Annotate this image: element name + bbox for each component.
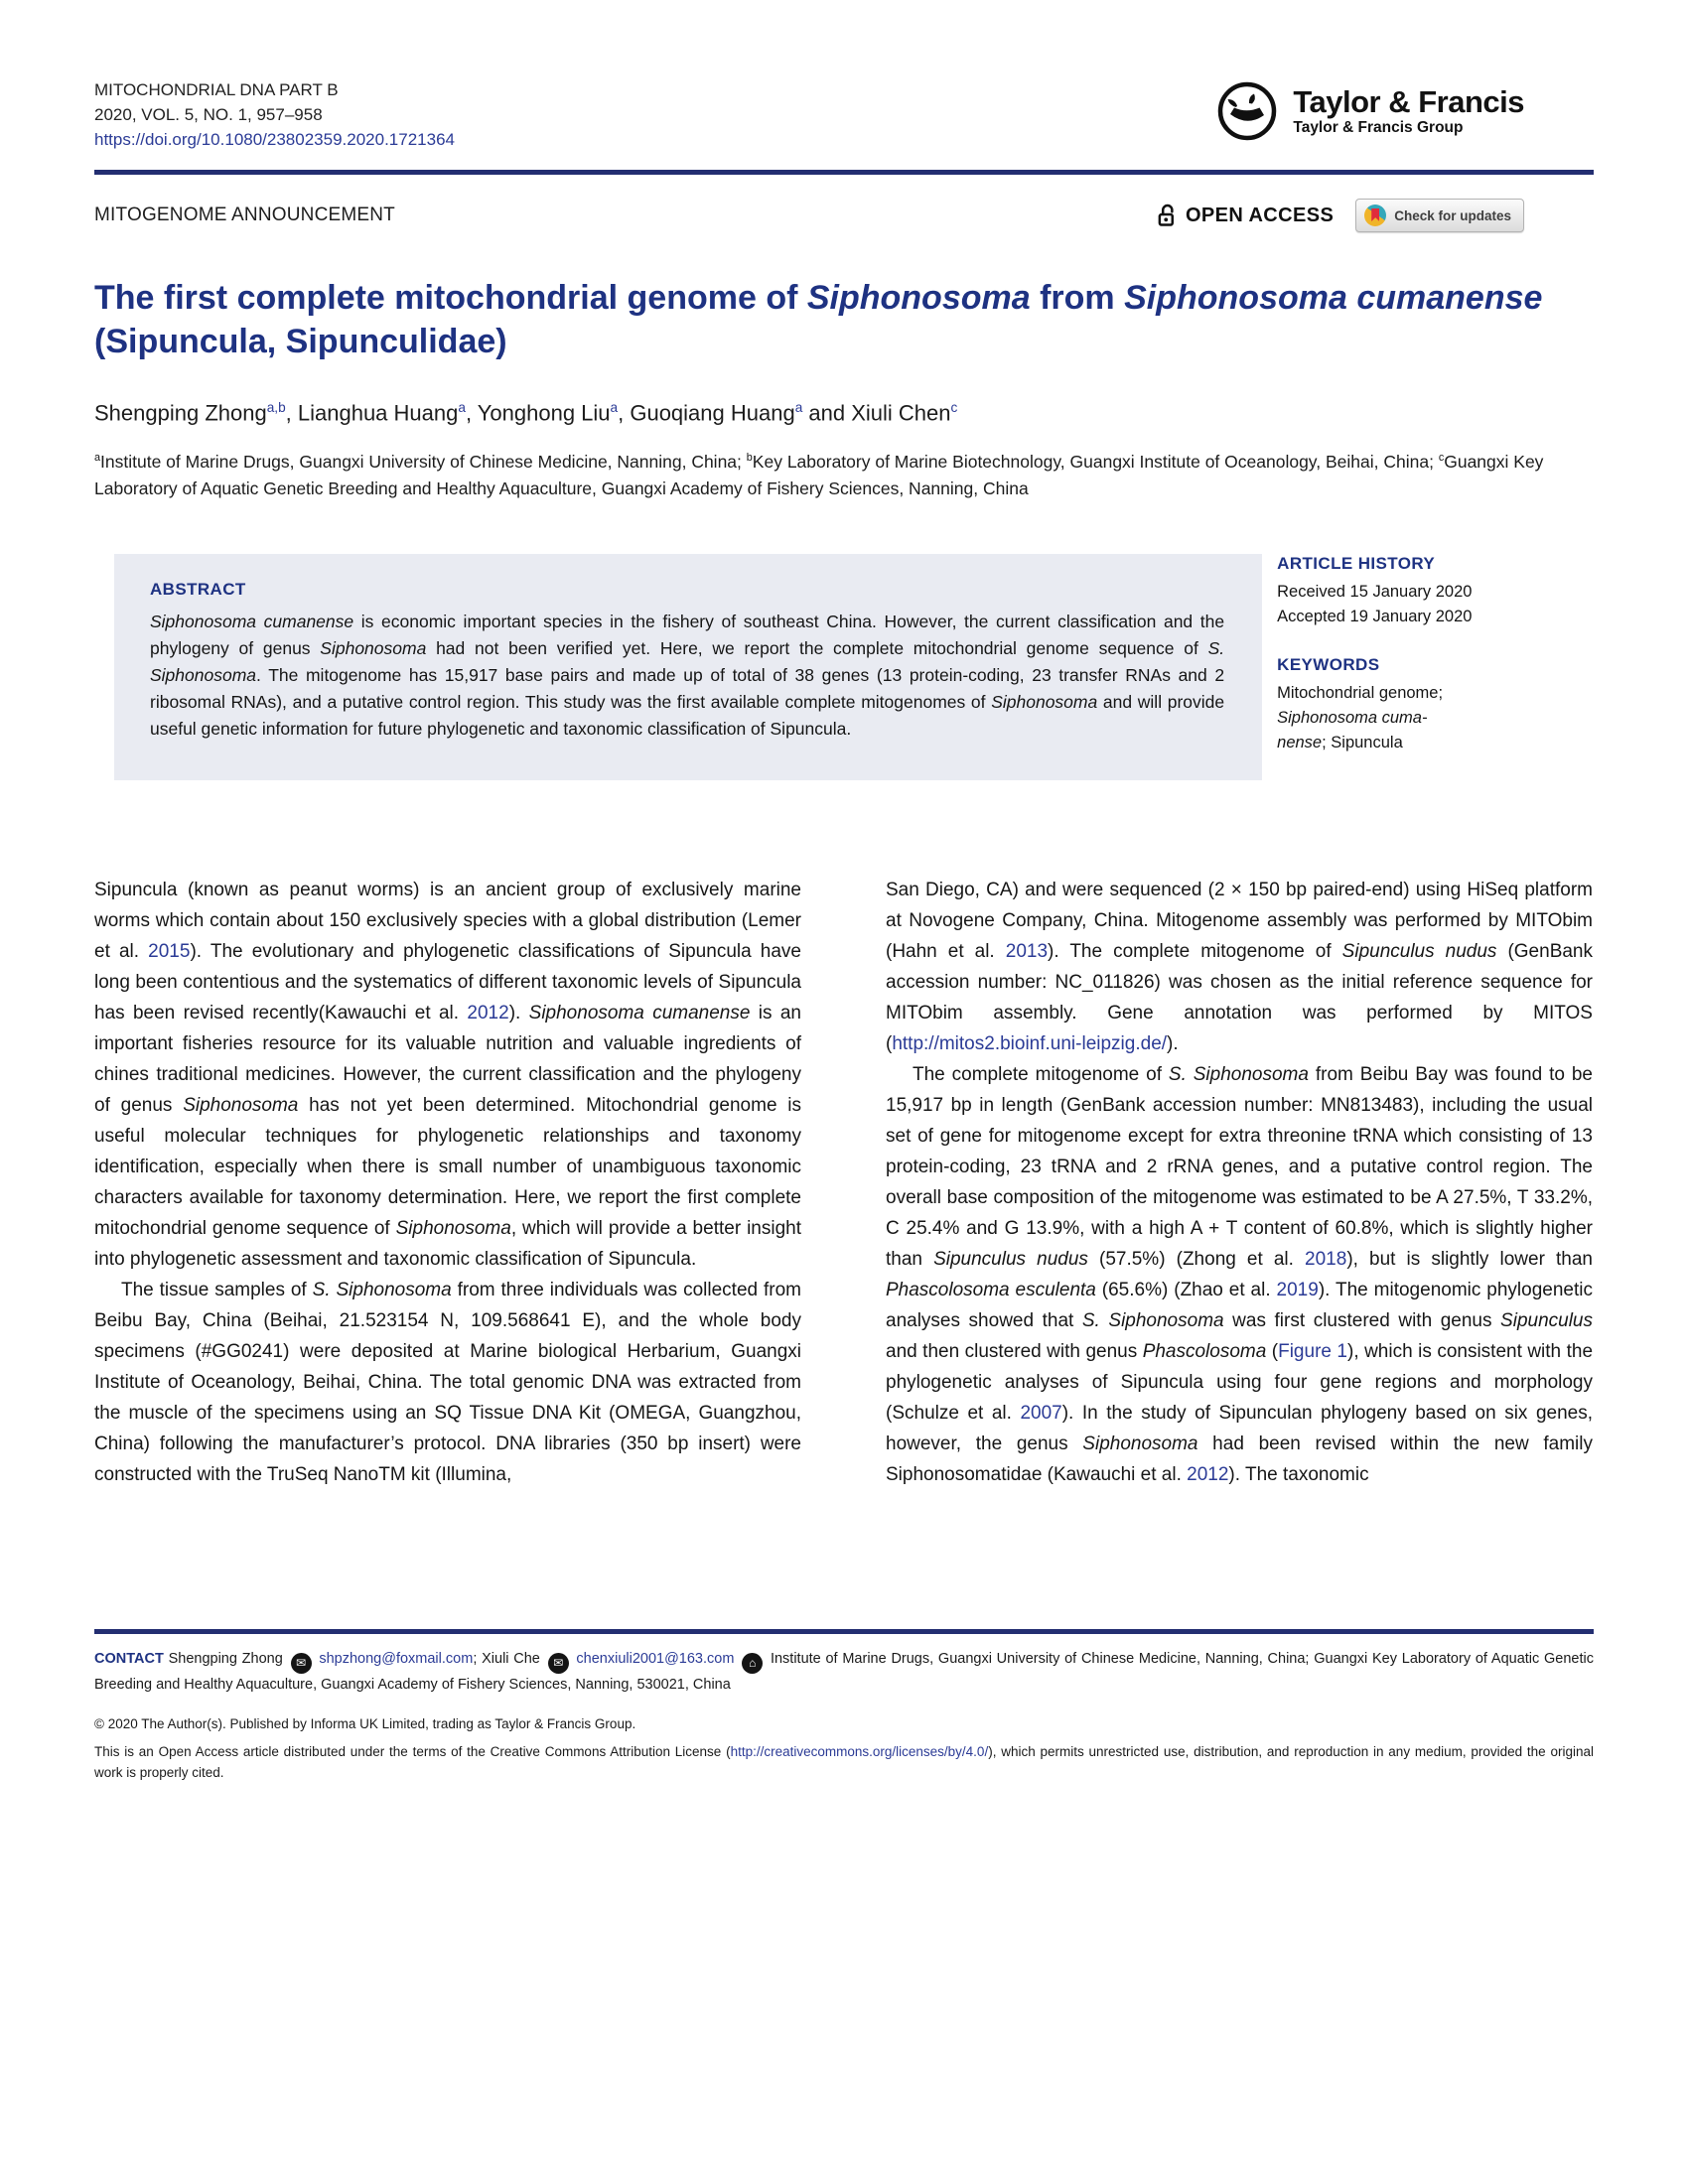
author-name: , Yonghong Liu bbox=[465, 400, 611, 426]
email-link[interactable]: chenxiuli2001@163.com bbox=[576, 1651, 735, 1668]
article-title bbox=[94, 276, 1544, 363]
text-run: Siphonosoma cumanense bbox=[528, 1003, 751, 1024]
text-run bbox=[734, 1651, 739, 1667]
text-run: (GenBank accession number: NC_011826) was chosen as the initial reference sequence for MITObim assembly. Gene annotation was performed by MITOS ( bbox=[886, 941, 1593, 1055]
inline-link[interactable]: 2018 bbox=[1305, 1249, 1347, 1271]
text-run: Sipunculus nudus bbox=[933, 1249, 1088, 1271]
text-run: ). The complete mitogenome of bbox=[1048, 941, 1342, 963]
building-icon: ⌂ bbox=[742, 1653, 763, 1674]
header bbox=[94, 77, 1594, 152]
publisher-group: Taylor & Francis Group bbox=[1293, 119, 1464, 136]
footer-rule bbox=[94, 1629, 1594, 1634]
text-run: Sipunculus bbox=[1500, 1310, 1593, 1332]
text-run: has not yet been determined. Mitochondrial genome is useful molecular techniques for phylogenetic relationships and taxonomy identification, especially when there is small number of unambiguous taxonomic characters available for taxonomy determination. Here, we report the first complete mitochondrial genome sequence of bbox=[94, 1095, 802, 1240]
volume-info: 2020, VOL. 5, NO. 1, 957–958 bbox=[94, 105, 323, 124]
text-run: Siphonosoma bbox=[991, 692, 1098, 713]
text-run: Siphonosoma cumanense bbox=[1124, 279, 1543, 317]
inline-link[interactable]: 2013 bbox=[1005, 941, 1049, 963]
author-name: Shengping Zhong bbox=[94, 400, 267, 426]
text-run: Shengping Zhong bbox=[163, 1651, 288, 1668]
text-run: This is an Open Access article distributed under the terms of the Creative Commons Attribution License ( bbox=[94, 1743, 731, 1759]
paragraph bbox=[886, 875, 1593, 1059]
text-run: S. Siphonosoma bbox=[150, 638, 1225, 686]
text-run: Mitochondrial genome; bbox=[1277, 684, 1444, 703]
text-run: The first complete mitochondrial genome of bbox=[94, 279, 807, 317]
check-for-updates-label: Check for updates bbox=[1394, 207, 1511, 223]
text-run: ), but is slightly lower than bbox=[1346, 1249, 1593, 1271]
abstract-box bbox=[114, 554, 1262, 780]
crossmark-icon bbox=[1364, 205, 1386, 226]
text-run: c bbox=[950, 400, 958, 415]
journal-info bbox=[94, 77, 455, 152]
author-name: and Xiuli Chen bbox=[802, 400, 951, 426]
license-line bbox=[94, 1741, 1594, 1783]
publisher-name: Taylor & Francis bbox=[1293, 84, 1524, 119]
text-run: Sipunculus nudus bbox=[1341, 941, 1497, 963]
text-run: from bbox=[1030, 279, 1125, 317]
open-access-group bbox=[1157, 199, 1524, 232]
text-run: and then clustered with genus bbox=[886, 1341, 1143, 1363]
author-name: , Guoqiang Huang bbox=[618, 400, 795, 426]
inline-link[interactable]: 2012 bbox=[467, 1003, 509, 1024]
text-run: is an important fisheries resource for its valuable nutrition and valuable ingredients of chines traditional medicines. However, the current classification and the phylogeny of genus bbox=[94, 1003, 801, 1117]
text-run: is economic important species in the fishery of southeast China. However, the current classification and the phylogeny of genus bbox=[150, 612, 1225, 659]
article-history-heading: ARTICLE HISTORY bbox=[1277, 554, 1436, 574]
keywords-list bbox=[1277, 681, 1476, 755]
text-run: S. Siphonosoma bbox=[1081, 1310, 1224, 1332]
text-run: ( bbox=[1266, 1341, 1279, 1363]
open-access-label: OPEN ACCESS bbox=[1185, 204, 1335, 226]
text-run: a bbox=[458, 400, 466, 415]
open-access-badge bbox=[1157, 203, 1334, 228]
text-run: ), which permits unrestricted use, distribution, and reproduction in any medium, provided the original work is properly cited. bbox=[94, 1743, 1594, 1780]
open-lock-icon bbox=[1157, 203, 1178, 228]
paragraph bbox=[94, 1275, 801, 1490]
body-column-left bbox=[94, 875, 801, 1490]
text-run: Institute of Marine Drugs, Guangxi University of Chinese Medicine, Nanning, China; Guangxi Key Laboratory of Aquatic Genetic Breeding and Healthy Aquaculture, Guangxi Academy of Fishery Sciences, Nanning, 530021, China bbox=[94, 1651, 1594, 1693]
email-link[interactable]: shpzhong@foxmail.com bbox=[319, 1651, 474, 1668]
text-run: ). The taxonomic bbox=[1228, 1464, 1369, 1486]
text-run: Siphonosoma bbox=[806, 279, 1031, 317]
text-run: Siphonosoma bbox=[183, 1095, 299, 1117]
text-run: San Diego, CA) and were sequenced (2 × 150 bp paired-end) using HiSeq platform at Novogene Company, China. Mitogenome assembly was performed by MITObim (Hahn et al. bbox=[886, 880, 1593, 963]
text-run: b bbox=[746, 452, 753, 465]
text-run: CONTACT bbox=[94, 1651, 164, 1668]
text-run: Siphonosoma bbox=[395, 1218, 511, 1240]
article-meta-sidebar bbox=[1277, 554, 1594, 755]
doi-link[interactable]: https://doi.org/10.1080/23802359.2020.1721364 bbox=[94, 130, 455, 149]
text-run: and will provide useful genetic information for future phylogenetic and taxonomic classification of Sipuncula. bbox=[150, 692, 1225, 740]
affiliations bbox=[94, 445, 1584, 502]
inline-link[interactable]: 2012 bbox=[1187, 1464, 1229, 1486]
text-run: c bbox=[1438, 452, 1445, 465]
inline-link[interactable]: 2015 bbox=[148, 941, 191, 963]
paragraph bbox=[94, 875, 801, 1275]
contact-line bbox=[94, 1648, 1594, 1696]
text-run: a bbox=[94, 452, 101, 465]
text-run: ; Xiuli Che bbox=[473, 1651, 545, 1668]
abstract-section bbox=[94, 554, 1594, 780]
text-run: (57.5%) (Zhong et al. bbox=[1087, 1249, 1306, 1271]
text-run: (65.6%) (Zhao et al. bbox=[1095, 1280, 1277, 1301]
abstract-heading: ABSTRACT bbox=[150, 580, 246, 600]
keywords-heading: KEYWORDS bbox=[1277, 655, 1380, 675]
text-run: ; Sipuncula bbox=[1322, 734, 1403, 752]
text-run: Siphonosoma cumanense bbox=[150, 612, 354, 632]
text-run: had not been verified yet. Here, we report the complete mitochondrial genome sequence of bbox=[426, 638, 1208, 659]
text-run: Siphonosoma bbox=[320, 638, 427, 659]
footer bbox=[94, 1629, 1594, 1783]
text-run: S. Siphonosoma bbox=[312, 1280, 452, 1301]
text-run: Institute of Marine Drugs, Guangxi University of Chinese Medicine, Nanning, China; bbox=[100, 452, 747, 473]
text-run: a bbox=[610, 400, 619, 415]
authors-line bbox=[94, 393, 1594, 427]
copyright-line: © 2020 The Author(s). Published by Informa UK Limited, trading as Taylor & Francis Group. bbox=[94, 1715, 636, 1731]
text-run: ). The mitogenomic phylogenetic analyses showed that bbox=[886, 1280, 1593, 1332]
text-run: ). In the study of Sipunculan phylogeny based on six genes, however, the genus bbox=[886, 1403, 1594, 1455]
text-run: ). The evolutionary and phylogenetic classifications of Sipuncula have long been contentious and the systematics of different taxonomic levels of Sipuncula has been revised recently(Kawauchi et al. bbox=[94, 941, 801, 1024]
envelope-icon: ✉ bbox=[548, 1653, 569, 1674]
inline-link[interactable]: 2007 bbox=[1020, 1403, 1062, 1425]
check-for-updates-button[interactable] bbox=[1355, 199, 1524, 232]
text-run: ). bbox=[508, 1003, 529, 1024]
header-rule bbox=[94, 170, 1594, 175]
text-run: Guangxi Key Laboratory of Aquatic Genetic Breeding and Healthy Aquaculture, Guangxi Academy of Fishery Sciences, Nanning, China bbox=[94, 452, 1544, 499]
text-run: Phascolosoma bbox=[1142, 1341, 1267, 1363]
text-run: a bbox=[794, 400, 803, 415]
text-run: ), which is consistent with the phylogenetic analyses of Sipuncula using four gene regions and morphology (Schulze et al. bbox=[886, 1341, 1594, 1425]
text-run: The complete mitogenome of bbox=[913, 1064, 1169, 1086]
text-run: The tissue samples of bbox=[121, 1280, 313, 1301]
text-run: , which will provide a better insight into phylogenetic assessment and taxonomic classification of Sipuncula. bbox=[94, 1218, 801, 1271]
text-run: was first clustered with genus bbox=[1223, 1310, 1501, 1332]
text-run: Sipuncula (known as peanut worms) is an ancient group of exclusively marine worms which contain about 150 exclusively species with a global distribution (Lemer et al. bbox=[94, 880, 801, 963]
text-run: Key Laboratory of Marine Biotechnology, Guangxi Institute of Oceanology, Beihai, China; bbox=[752, 452, 1439, 473]
author-name: , Lianghua Huang bbox=[285, 400, 459, 426]
text-run: . The mitogenome has 15,917 base pairs and made up of total of 38 genes (13 protein-coding, 23 transfer RNAs and 2 ribosomal RNAs), and a putative control region. This study was the first available complete mitogenomes of bbox=[150, 665, 1225, 713]
text-run: from Beibu Bay was found to be 15,917 bp in length (GenBank accession number: MN813483), including the usual set of gene for mitogenome except for extra threonine tRNA which consisting of 13 protein-coding, 23 tRNA and 2 rRNA genes, and a putative control region. The overall base composition of the mitogenome was estimated to be A 27.5%, T 33.2%, C 25.4% and G 13.9%, with a high A + T content of 60.8%, which is slightly higher than bbox=[886, 1064, 1593, 1271]
inline-link[interactable]: Figure 1 bbox=[1278, 1341, 1348, 1363]
inline-link[interactable]: http://creativecommons.org/licenses/by/4.0/ bbox=[730, 1743, 989, 1759]
abstract-text bbox=[150, 609, 1224, 743]
inline-link[interactable]: http://mitos2.bioinf.uni-leipzig.de/ bbox=[892, 1033, 1168, 1055]
text-run: S. Siphonosoma bbox=[1168, 1064, 1309, 1086]
accepted-date: Accepted 19 January 2020 bbox=[1277, 608, 1473, 626]
paragraph bbox=[886, 1059, 1593, 1490]
body-column-right bbox=[886, 875, 1593, 1490]
publisher-logo-text bbox=[1293, 85, 1524, 137]
taylor-francis-logo-icon bbox=[1215, 79, 1279, 143]
text-run: a,b bbox=[266, 400, 286, 415]
text-run: ). bbox=[1167, 1033, 1179, 1055]
text-run: from three individuals was collected from Beibu Bay, China (Beihai, 21.523154 N, 109.568641 E), and the whole body specimens (#GG0241) were deposited at Marine biological Herbarium, Guangxi Institute of Oceanology, Beihai, China. The total genomic DNA was extracted from the muscle of the specimens using an SQ Tissue DNA Kit (OMEGA, Guangzhou, China) following the manufacturer’s protocol. DNA libraries (350 bp insert) were constructed with the TruSeq NanoTM kit (Illumina, bbox=[94, 1280, 801, 1486]
article-type-row bbox=[94, 199, 1594, 232]
text-run: Siphonosoma cuma-nense bbox=[1277, 709, 1428, 752]
text-run: Phascolosoma esculenta bbox=[886, 1280, 1096, 1301]
text-run: (Sipuncula, Sipunculidae) bbox=[94, 323, 507, 360]
text-run: had been revised within the new family Siphonosomatidae (Kawauchi et al. bbox=[886, 1433, 1593, 1486]
journal-name: MITOCHONDRIAL DNA PART B bbox=[94, 80, 339, 99]
body-columns bbox=[94, 875, 1594, 1490]
article-type: MITOGENOME ANNOUNCEMENT bbox=[94, 205, 395, 225]
received-date: Received 15 January 2020 bbox=[1277, 583, 1473, 602]
envelope-icon: ✉ bbox=[291, 1653, 312, 1674]
inline-link[interactable]: 2019 bbox=[1276, 1280, 1319, 1301]
text-run: Siphonosoma bbox=[1082, 1433, 1198, 1455]
publisher-logo bbox=[1215, 79, 1524, 143]
